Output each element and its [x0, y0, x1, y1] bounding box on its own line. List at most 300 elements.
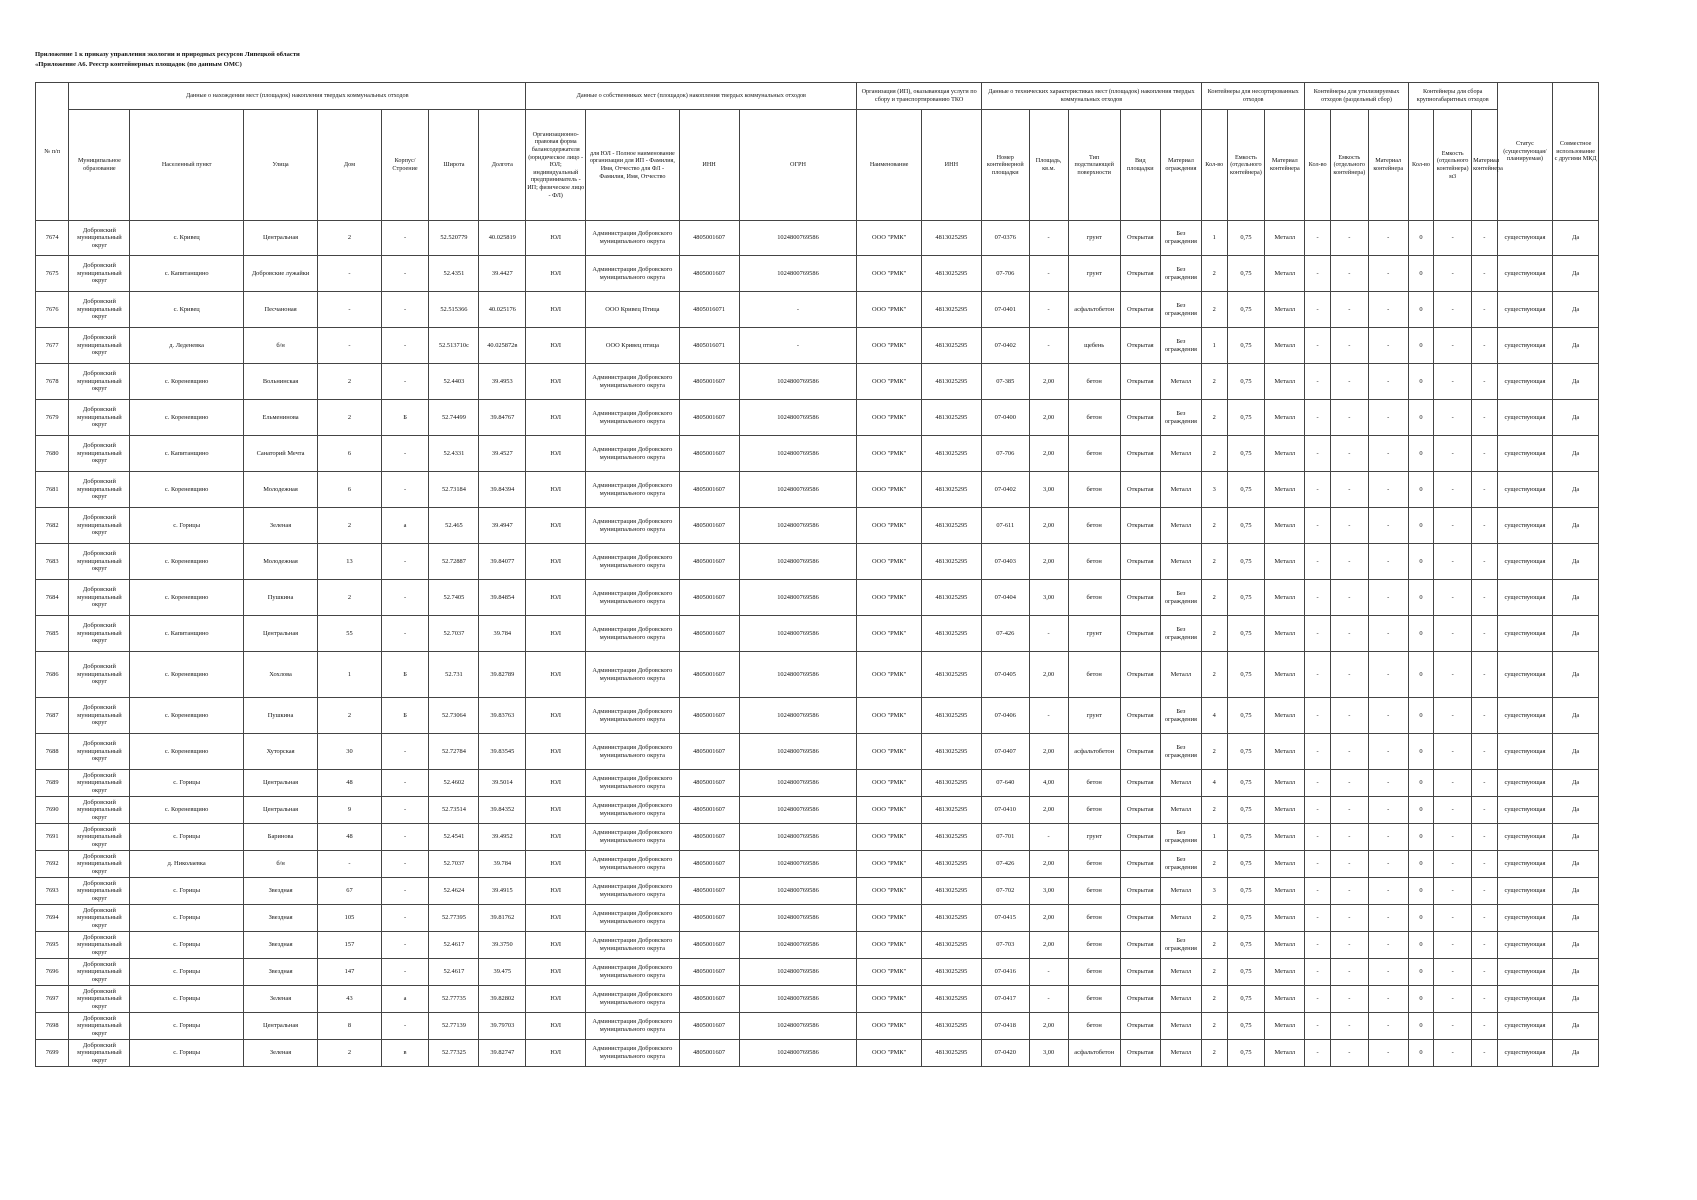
- table-cell: Администрация Добровского муниципального округа: [586, 851, 679, 878]
- table-cell: существующая: [1497, 616, 1553, 652]
- table-cell: Металл: [1160, 364, 1201, 400]
- table-cell: 07-0410: [981, 797, 1029, 824]
- table-cell: Да: [1553, 698, 1599, 734]
- table-cell: 07-426: [981, 851, 1029, 878]
- table-cell: Открытая: [1120, 436, 1160, 472]
- table-cell: 7691: [36, 824, 69, 851]
- table-cell: ООО "РМК": [857, 256, 921, 292]
- table-cell: ЮЛ: [526, 1013, 586, 1040]
- table-cell: 0: [1408, 905, 1434, 932]
- table-cell: Металл: [1265, 734, 1305, 770]
- table-cell: Да: [1553, 436, 1599, 472]
- col-header: Организационно-правовая форма балансодержателя (юридическое лицо - ЮЛ; индивидуальный предприниматель - ИП; физическое лицо - ФЛ): [526, 110, 586, 221]
- table-cell: 4813025295: [921, 436, 981, 472]
- table-cell: ЮЛ: [526, 256, 586, 292]
- table-cell: 2: [318, 1040, 381, 1067]
- table-cell: -: [1472, 472, 1498, 508]
- table-cell: 2: [1201, 1040, 1227, 1067]
- table-cell: 4813025295: [921, 824, 981, 851]
- table-cell: -: [1368, 508, 1408, 544]
- table-cell: 4805001607: [679, 221, 739, 256]
- table-cell: д. Николаевка: [130, 851, 243, 878]
- table-cell: Открытая: [1120, 652, 1160, 698]
- table-cell: -: [1029, 959, 1068, 986]
- table-cell: а: [381, 986, 429, 1013]
- table-cell: ООО "РМК": [857, 580, 921, 616]
- table-cell: ООО "РМК": [857, 959, 921, 986]
- table-cell: Хохлова: [243, 652, 317, 698]
- table-cell: Администрация Добровского муниципального округа: [586, 959, 679, 986]
- table-cell: Администрация Добровского муниципального округа: [586, 1040, 679, 1067]
- table-cell: Металл: [1265, 851, 1305, 878]
- col-header: Емкость (отдельного контейнера): [1227, 110, 1265, 221]
- table-cell: 07-640: [981, 770, 1029, 797]
- table-cell: -: [1434, 472, 1472, 508]
- table-cell: Да: [1553, 959, 1599, 986]
- table-cell: бетон: [1068, 905, 1120, 932]
- table-cell: 0: [1408, 851, 1434, 878]
- table-cell: -: [1330, 652, 1368, 698]
- table-cell: 4813025295: [921, 851, 981, 878]
- table-cell: Хуторская: [243, 734, 317, 770]
- table-cell: 0: [1408, 698, 1434, 734]
- table-cell: 0,75: [1227, 544, 1265, 580]
- table-cell: -: [381, 364, 429, 400]
- table-cell: 0,75: [1227, 328, 1265, 364]
- table-cell: Добровский муниципальный округ: [69, 256, 130, 292]
- table-cell: 2: [1201, 1013, 1227, 1040]
- table-cell: Добровский муниципальный округ: [69, 292, 130, 328]
- table-cell: Открытая: [1120, 986, 1160, 1013]
- table-cell: -: [381, 616, 429, 652]
- table-cell: бетон: [1068, 797, 1120, 824]
- table-cell: -: [1434, 400, 1472, 436]
- table-cell: 2,00: [1029, 364, 1068, 400]
- table-cell: 2,00: [1029, 1013, 1068, 1040]
- table-cell: -: [381, 797, 429, 824]
- table-cell: 07-0406: [981, 698, 1029, 734]
- table-cell: Без ограждения: [1160, 616, 1201, 652]
- table-cell: Металл: [1160, 878, 1201, 905]
- table-cell: 4805001607: [679, 652, 739, 698]
- table-cell: 0: [1408, 878, 1434, 905]
- group-header-operator: Организация (ИП), оказывающая услуги по сбору и транспортированию ТКО: [857, 83, 981, 110]
- col-header: для ЮЛ - Полное наименование организации для ИП - Фамилия, Имя, Отчество для ФЛ - Фамилия, Имя, Отчество: [586, 110, 679, 221]
- table-cell: 48: [318, 770, 381, 797]
- table-cell: 1024800769586: [739, 986, 857, 1013]
- table-cell: 1024800769586: [739, 905, 857, 932]
- table-cell: 39.475: [479, 959, 526, 986]
- table-cell: Добровский муниципальный округ: [69, 472, 130, 508]
- table-cell: 4805001607: [679, 986, 739, 1013]
- table-cell: -: [1368, 544, 1408, 580]
- group-header-location: Данные о нахождении мест (площадок) накопления твердых коммунальных отходов: [69, 83, 526, 110]
- table-cell: Добровский муниципальный округ: [69, 959, 130, 986]
- table-cell: 0: [1408, 436, 1434, 472]
- document-heading: [35, 50, 300, 70]
- table-cell: 7679: [36, 400, 69, 436]
- table-cell: ЮЛ: [526, 328, 586, 364]
- table-cell: 2: [1201, 544, 1227, 580]
- table-row: [36, 878, 1599, 905]
- table-cell: 4805001607: [679, 878, 739, 905]
- group-header-technical: Данные о технических характеристиках мест (площадок) накопления твердых коммунальных отходов: [981, 83, 1201, 110]
- table-cell: 0: [1408, 734, 1434, 770]
- table-cell: -: [1305, 256, 1331, 292]
- table-cell: ООО "РМК": [857, 436, 921, 472]
- table-cell: 52.4617: [429, 959, 479, 986]
- table-cell: 0: [1408, 544, 1434, 580]
- table-cell: Открытая: [1120, 1040, 1160, 1067]
- table-cell: с. Кореневщино: [130, 580, 243, 616]
- table-cell: -: [1368, 256, 1408, 292]
- table-cell: -: [1330, 256, 1368, 292]
- table-cell: 4805001607: [679, 851, 739, 878]
- table-cell: Пушкина: [243, 580, 317, 616]
- table-cell: -: [1029, 986, 1068, 1013]
- table-cell: Да: [1553, 652, 1599, 698]
- table-cell: бетон: [1068, 436, 1120, 472]
- table-cell: 52.4541: [429, 824, 479, 851]
- table-cell: Металл: [1265, 652, 1305, 698]
- table-cell: ООО "РМК": [857, 770, 921, 797]
- table-cell: Без ограждения: [1160, 580, 1201, 616]
- table-row: [36, 932, 1599, 959]
- table-cell: 7677: [36, 328, 69, 364]
- table-cell: 43: [318, 986, 381, 1013]
- table-cell: -: [1434, 770, 1472, 797]
- table-cell: Да: [1553, 851, 1599, 878]
- table-cell: -: [1330, 1040, 1368, 1067]
- table-cell: Добровский муниципальный округ: [69, 616, 130, 652]
- table-cell: Металл: [1160, 959, 1201, 986]
- table-cell: -: [1305, 328, 1331, 364]
- table-cell: 07-426: [981, 616, 1029, 652]
- table-cell: 7688: [36, 734, 69, 770]
- table-cell: 0: [1408, 959, 1434, 986]
- table-cell: -: [1434, 508, 1472, 544]
- table-cell: Администрация Добровского муниципального округа: [586, 508, 679, 544]
- table-cell: 2: [1201, 652, 1227, 698]
- table-cell: Металл: [1160, 508, 1201, 544]
- table-cell: Да: [1553, 616, 1599, 652]
- table-cell: -: [1434, 292, 1472, 328]
- table-cell: Администрация Добровского муниципального округа: [586, 932, 679, 959]
- table-cell: Металл: [1265, 256, 1305, 292]
- table-cell: 4813025295: [921, 1040, 981, 1067]
- table-cell: 4805001607: [679, 698, 739, 734]
- table-cell: Открытая: [1120, 508, 1160, 544]
- table-cell: 3: [1201, 472, 1227, 508]
- col-header: Емкость (отдельного контейнера) м3: [1434, 110, 1472, 221]
- table-cell: бетон: [1068, 364, 1120, 400]
- table-cell: Да: [1553, 472, 1599, 508]
- table-cell: 7680: [36, 436, 69, 472]
- table-cell: -: [381, 544, 429, 580]
- table-cell: 1024800769586: [739, 1040, 857, 1067]
- table-cell: 39.784: [479, 616, 526, 652]
- table-cell: ООО "РМК": [857, 328, 921, 364]
- table-cell: 07-385: [981, 364, 1029, 400]
- table-cell: 0: [1408, 580, 1434, 616]
- table-cell: 7697: [36, 986, 69, 1013]
- table-cell: 0,75: [1227, 698, 1265, 734]
- table-cell: 07-0402: [981, 472, 1029, 508]
- table-row: [36, 400, 1599, 436]
- table-cell: 4813025295: [921, 652, 981, 698]
- table-cell: -: [1330, 878, 1368, 905]
- table-cell: Добровский муниципальный округ: [69, 905, 130, 932]
- table-cell: Центральная: [243, 797, 317, 824]
- table-cell: -: [1472, 256, 1498, 292]
- table-cell: Без ограждения: [1160, 328, 1201, 364]
- table-cell: -: [1368, 328, 1408, 364]
- table-cell: 4813025295: [921, 698, 981, 734]
- table-cell: Администрация Добровского муниципального округа: [586, 1013, 679, 1040]
- table-cell: с. Капитанщино: [130, 616, 243, 652]
- table-cell: -: [381, 580, 429, 616]
- table-cell: 7674: [36, 221, 69, 256]
- table-cell: Открытая: [1120, 472, 1160, 508]
- table-row: [36, 851, 1599, 878]
- col-header: Кол-во: [1201, 110, 1227, 221]
- table-cell: -: [1330, 905, 1368, 932]
- table-cell: -: [1368, 400, 1408, 436]
- table-cell: 2,00: [1029, 797, 1068, 824]
- table-cell: 1024800769586: [739, 851, 857, 878]
- table-cell: ЮЛ: [526, 878, 586, 905]
- table-cell: асфальтобетон: [1068, 734, 1120, 770]
- col-header: Улица: [243, 110, 317, 221]
- table-cell: бетон: [1068, 544, 1120, 580]
- table-cell: 4805001607: [679, 508, 739, 544]
- table-cell: Ельменинова: [243, 400, 317, 436]
- table-cell: 07-0402: [981, 328, 1029, 364]
- table-cell: -: [1305, 652, 1331, 698]
- col-header: Материал контейнера: [1265, 110, 1305, 221]
- col-header-status: Статус (существующая/ планируемая): [1497, 83, 1553, 221]
- table-cell: 7687: [36, 698, 69, 734]
- table-cell: ЮЛ: [526, 698, 586, 734]
- table-cell: Зеленая: [243, 508, 317, 544]
- table-row: [36, 256, 1599, 292]
- table-cell: существующая: [1497, 221, 1553, 256]
- table-cell: -: [1368, 986, 1408, 1013]
- col-header-number: № п/п: [36, 83, 69, 221]
- table-cell: -: [1029, 824, 1068, 851]
- table-cell: 4805001607: [679, 1040, 739, 1067]
- table-cell: ООО Кривец птица: [586, 328, 679, 364]
- table-cell: ЮЛ: [526, 905, 586, 932]
- table-cell: -: [1472, 652, 1498, 698]
- table-cell: 4: [1201, 770, 1227, 797]
- table-cell: 52.74499: [429, 400, 479, 436]
- table-cell: 4805001607: [679, 544, 739, 580]
- table-cell: Да: [1553, 905, 1599, 932]
- heading-line-1: Приложение 1 к приказу управления экологии и природных ресурсов Липецкой области: [35, 51, 300, 58]
- table-cell: 2: [1201, 508, 1227, 544]
- table-row: [36, 770, 1599, 797]
- table-cell: ЮЛ: [526, 544, 586, 580]
- table-cell: Да: [1553, 292, 1599, 328]
- table-cell: 0,75: [1227, 364, 1265, 400]
- table-cell: Звездная: [243, 932, 317, 959]
- col-header: Долгота: [479, 110, 526, 221]
- table-cell: 07-0403: [981, 544, 1029, 580]
- table-cell: -: [1434, 652, 1472, 698]
- table-cell: 7684: [36, 580, 69, 616]
- table-cell: 3,00: [1029, 1040, 1068, 1067]
- table-cell: ООО "РМК": [857, 292, 921, 328]
- table-cell: Металл: [1265, 508, 1305, 544]
- table-cell: 4805001607: [679, 905, 739, 932]
- table-cell: 2: [1201, 797, 1227, 824]
- table-cell: существующая: [1497, 472, 1553, 508]
- table-cell: существующая: [1497, 544, 1553, 580]
- table-cell: Пушкина: [243, 698, 317, 734]
- table-cell: Добровский муниципальный округ: [69, 851, 130, 878]
- table-cell: 0,75: [1227, 770, 1265, 797]
- table-cell: 07-701: [981, 824, 1029, 851]
- table-cell: Да: [1553, 734, 1599, 770]
- table-cell: -: [1368, 580, 1408, 616]
- table-cell: Центральная: [243, 616, 317, 652]
- table-cell: 39.82747: [479, 1040, 526, 1067]
- table-cell: Без ограждения: [1160, 851, 1201, 878]
- table-row: [36, 1040, 1599, 1067]
- table-cell: с. Горицы: [130, 770, 243, 797]
- table-cell: Администрация Добровского муниципального округа: [586, 797, 679, 824]
- table-cell: -: [1368, 221, 1408, 256]
- table-cell: 0,75: [1227, 905, 1265, 932]
- table-row: [36, 734, 1599, 770]
- table-cell: 0: [1408, 797, 1434, 824]
- table-cell: Металл: [1160, 770, 1201, 797]
- table-cell: -: [1330, 400, 1368, 436]
- table-cell: -: [1472, 734, 1498, 770]
- table-cell: грунт: [1068, 616, 1120, 652]
- table-cell: -: [318, 851, 381, 878]
- col-header: Населенный пункт: [130, 110, 243, 221]
- table-cell: 52.7037: [429, 616, 479, 652]
- col-header: Широта: [429, 110, 479, 221]
- table-cell: ЮЛ: [526, 932, 586, 959]
- table-cell: -: [1330, 1013, 1368, 1040]
- table-cell: -: [381, 734, 429, 770]
- table-cell: -: [1368, 292, 1408, 328]
- table-cell: 2: [1201, 580, 1227, 616]
- table-cell: 4805001607: [679, 1013, 739, 1040]
- table-cell: Металл: [1265, 400, 1305, 436]
- table-cell: ООО "РМК": [857, 905, 921, 932]
- table-cell: Металл: [1265, 580, 1305, 616]
- table-cell: -: [1330, 221, 1368, 256]
- table-cell: 2: [318, 580, 381, 616]
- col-header: Муниципальное образование: [69, 110, 130, 221]
- table-cell: 2: [1201, 256, 1227, 292]
- col-header: Материал ограждения: [1160, 110, 1201, 221]
- table-cell: 1024800769586: [739, 797, 857, 824]
- table-cell: Добровские лужайки: [243, 256, 317, 292]
- table-cell: -: [1472, 986, 1498, 1013]
- table-cell: -: [1434, 436, 1472, 472]
- table-cell: 07-706: [981, 256, 1029, 292]
- table-cell: 4813025295: [921, 932, 981, 959]
- table-row: [36, 508, 1599, 544]
- group-header-unsorted-containers: Контейнеры для несортированных отходов: [1201, 83, 1304, 110]
- table-cell: ЮЛ: [526, 797, 586, 824]
- table-cell: 55: [318, 616, 381, 652]
- col-header: Дом: [318, 110, 381, 221]
- table-cell: -: [1330, 797, 1368, 824]
- table-cell: -: [1472, 221, 1498, 256]
- table-cell: Без ограждения: [1160, 221, 1201, 256]
- table-cell: ЮЛ: [526, 770, 586, 797]
- table-cell: Открытая: [1120, 959, 1160, 986]
- table-cell: 39.79703: [479, 1013, 526, 1040]
- table-cell: -: [1434, 734, 1472, 770]
- table-cell: 1024800769586: [739, 364, 857, 400]
- table-cell: Добровский муниципальный округ: [69, 652, 130, 698]
- table-cell: с. Кривец: [130, 221, 243, 256]
- table-cell: ЮЛ: [526, 652, 586, 698]
- table-cell: -: [381, 824, 429, 851]
- table-cell: -: [1368, 878, 1408, 905]
- table-cell: ООО "РМК": [857, 878, 921, 905]
- table-cell: Да: [1553, 221, 1599, 256]
- table-cell: б/н: [243, 328, 317, 364]
- table-cell: -: [1305, 472, 1331, 508]
- table-cell: 7676: [36, 292, 69, 328]
- table-cell: Администрация Добровского муниципального округа: [586, 878, 679, 905]
- table-cell: -: [1368, 364, 1408, 400]
- table-cell: Металл: [1265, 824, 1305, 851]
- table-cell: 1024800769586: [739, 824, 857, 851]
- table-cell: 1024800769586: [739, 734, 857, 770]
- table-cell: 2: [1201, 905, 1227, 932]
- table-cell: -: [1368, 824, 1408, 851]
- table-cell: 1024800769586: [739, 508, 857, 544]
- table-cell: 4813025295: [921, 364, 981, 400]
- table-cell: 39.84767: [479, 400, 526, 436]
- table-cell: -: [381, 959, 429, 986]
- table-cell: 4805001607: [679, 932, 739, 959]
- table-cell: ООО "РМК": [857, 932, 921, 959]
- table-cell: с. Горицы: [130, 959, 243, 986]
- table-cell: 4: [1201, 698, 1227, 734]
- table-cell: 0,75: [1227, 986, 1265, 1013]
- table-cell: 07-0418: [981, 1013, 1029, 1040]
- table-cell: Металл: [1160, 1040, 1201, 1067]
- table-cell: Без ограждения: [1160, 698, 1201, 734]
- table-cell: 4813025295: [921, 400, 981, 436]
- table-cell: ЮЛ: [526, 472, 586, 508]
- col-header: ОГРН: [739, 110, 857, 221]
- table-cell: бетон: [1068, 652, 1120, 698]
- table-cell: -: [1305, 1040, 1331, 1067]
- table-cell: Добровский муниципальный округ: [69, 436, 130, 472]
- table-cell: Металл: [1265, 698, 1305, 734]
- table-cell: -: [1368, 734, 1408, 770]
- table-cell: в: [381, 1040, 429, 1067]
- table-row: [36, 986, 1599, 1013]
- table-cell: бетон: [1068, 400, 1120, 436]
- table-cell: 1: [1201, 221, 1227, 256]
- table-cell: -: [1368, 905, 1408, 932]
- table-cell: Добровский муниципальный округ: [69, 932, 130, 959]
- table-cell: 39.784: [479, 851, 526, 878]
- table-cell: 3,00: [1029, 580, 1068, 616]
